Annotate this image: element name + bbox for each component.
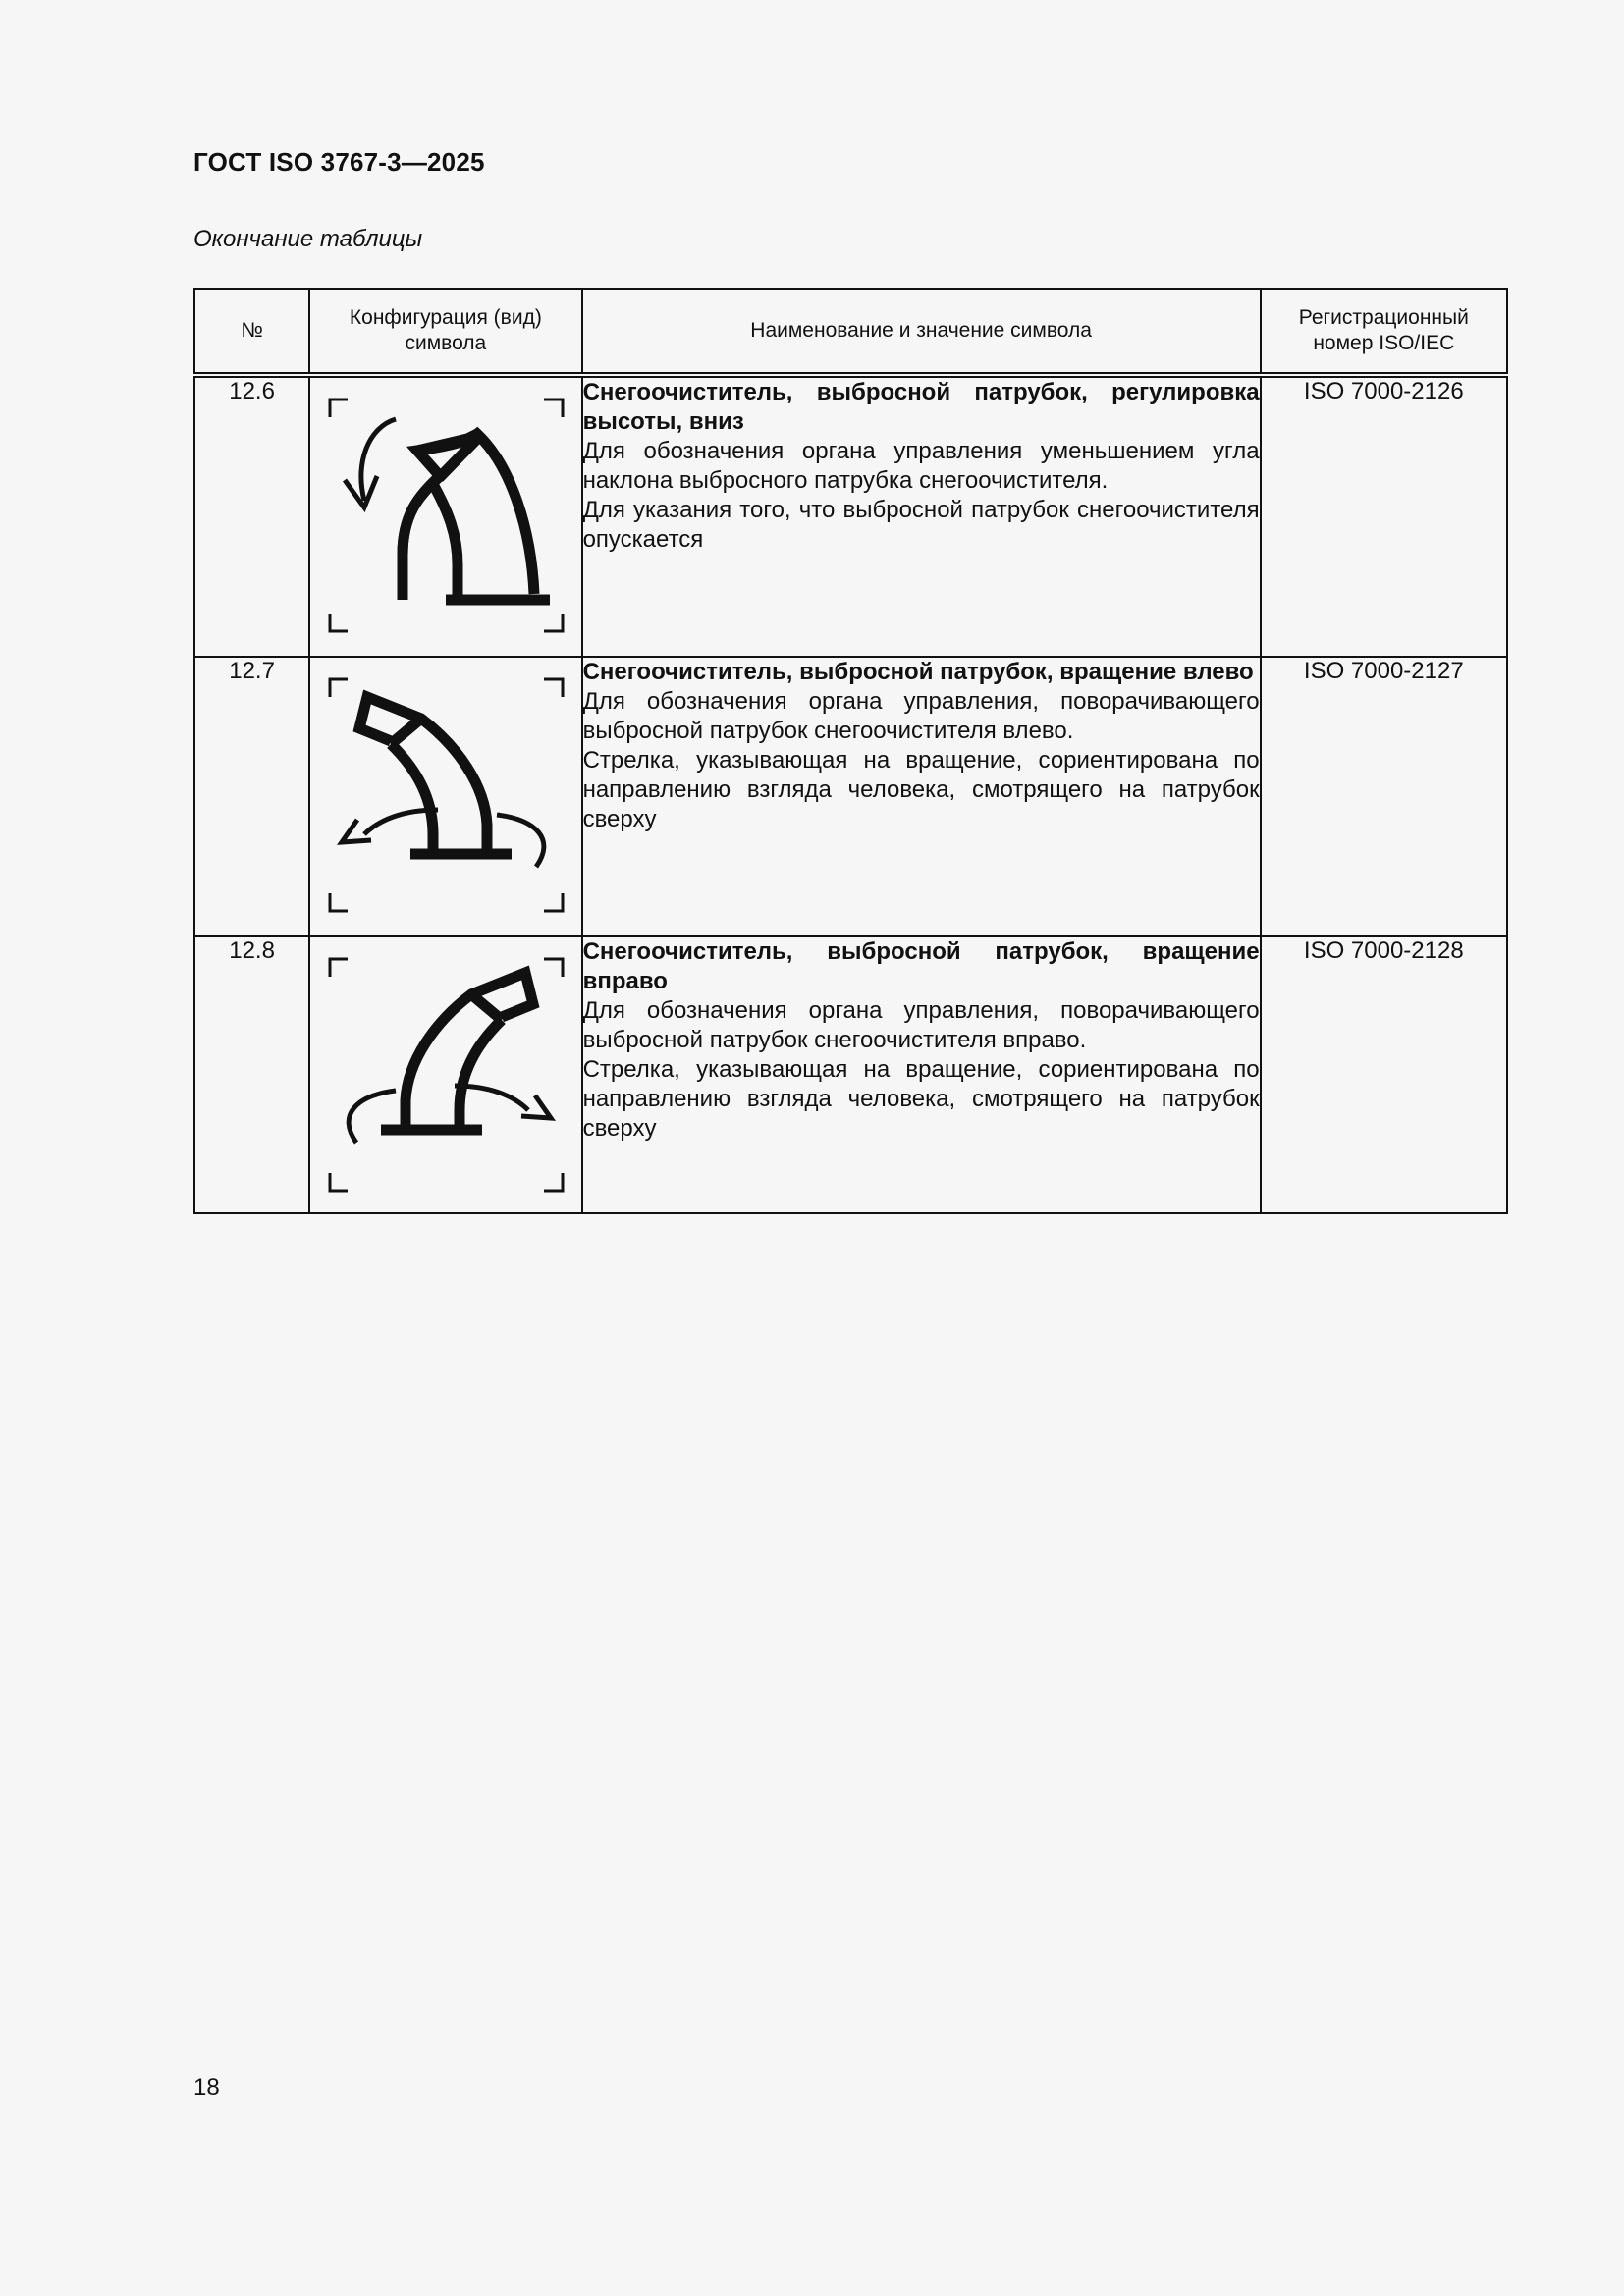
symbol-name: Снегоочиститель, выбросной патрубок, вращение вправо: [582, 938, 1260, 994]
symbol-meaning: Стрелка, указывающая на вращение, сориентирована по направлению взгляда человека, смотрящего на патрубок сверху: [582, 747, 1260, 832]
document-header: ГОСТ ISO 3767-3—2025: [193, 147, 485, 177]
column-header-number: №: [194, 289, 309, 375]
snowblower-chute-rotate-left-icon: [310, 658, 582, 935]
symbol-purpose: Для обозначения органа управления уменьшением угла наклона выбросного патрубка снегоочистителя.: [582, 438, 1260, 494]
symbol-meaning: Стрелка, указывающая на вращение, сориентирована по направлению взгляда человека, смотрящего на патрубок сверху: [582, 1056, 1260, 1142]
registration-number: ISO 7000-2126: [1261, 375, 1507, 657]
row-number: 12.8: [194, 936, 309, 1213]
symbol-name: Снегоочиститель, выбросной патрубок, вращение влево: [582, 659, 1254, 685]
snowblower-chute-rotate-right-icon: [310, 937, 582, 1212]
symbol-cell: [309, 375, 581, 657]
symbols-table: [193, 288, 1508, 1214]
symbol-purpose: Для обозначения органа управления, поворачивающего выбросной патрубок снегоочистителя вправо.: [582, 997, 1260, 1053]
symbol-name: Снегоочиститель, выбросной патрубок, регулировка высоты, вниз: [582, 379, 1260, 435]
symbol-description: [582, 375, 1261, 657]
symbol-cell: [309, 936, 581, 1213]
table-header-row: [194, 289, 1507, 375]
symbol-meaning: Для указания того, что выбросной патрубок снегоочистителя опускается: [582, 497, 1260, 553]
symbol-description: [582, 936, 1261, 1213]
symbol-purpose: Для обозначения органа управления, поворачивающего выбросной патрубок снегоочистителя влево.: [582, 688, 1260, 744]
table-caption: Окончание таблицы: [193, 226, 423, 252]
registration-number: ISO 7000-2127: [1261, 657, 1507, 936]
table-row: [194, 375, 1507, 657]
column-header-description: Наименование и значение символа: [582, 289, 1261, 375]
table-row: [194, 657, 1507, 936]
column-header-registration: Регистрационный номер ISO/IEC: [1261, 289, 1507, 375]
page-number: 18: [193, 2074, 220, 2101]
row-number: 12.6: [194, 375, 309, 657]
symbol-description: [582, 657, 1261, 936]
registration-number: ISO 7000-2128: [1261, 936, 1507, 1213]
column-header-symbol: Конфигурация (вид) символа: [309, 289, 581, 375]
row-number: 12.7: [194, 657, 309, 936]
table-row: [194, 936, 1507, 1213]
snowblower-chute-height-down-icon: [310, 378, 582, 656]
symbol-cell: [309, 657, 581, 936]
